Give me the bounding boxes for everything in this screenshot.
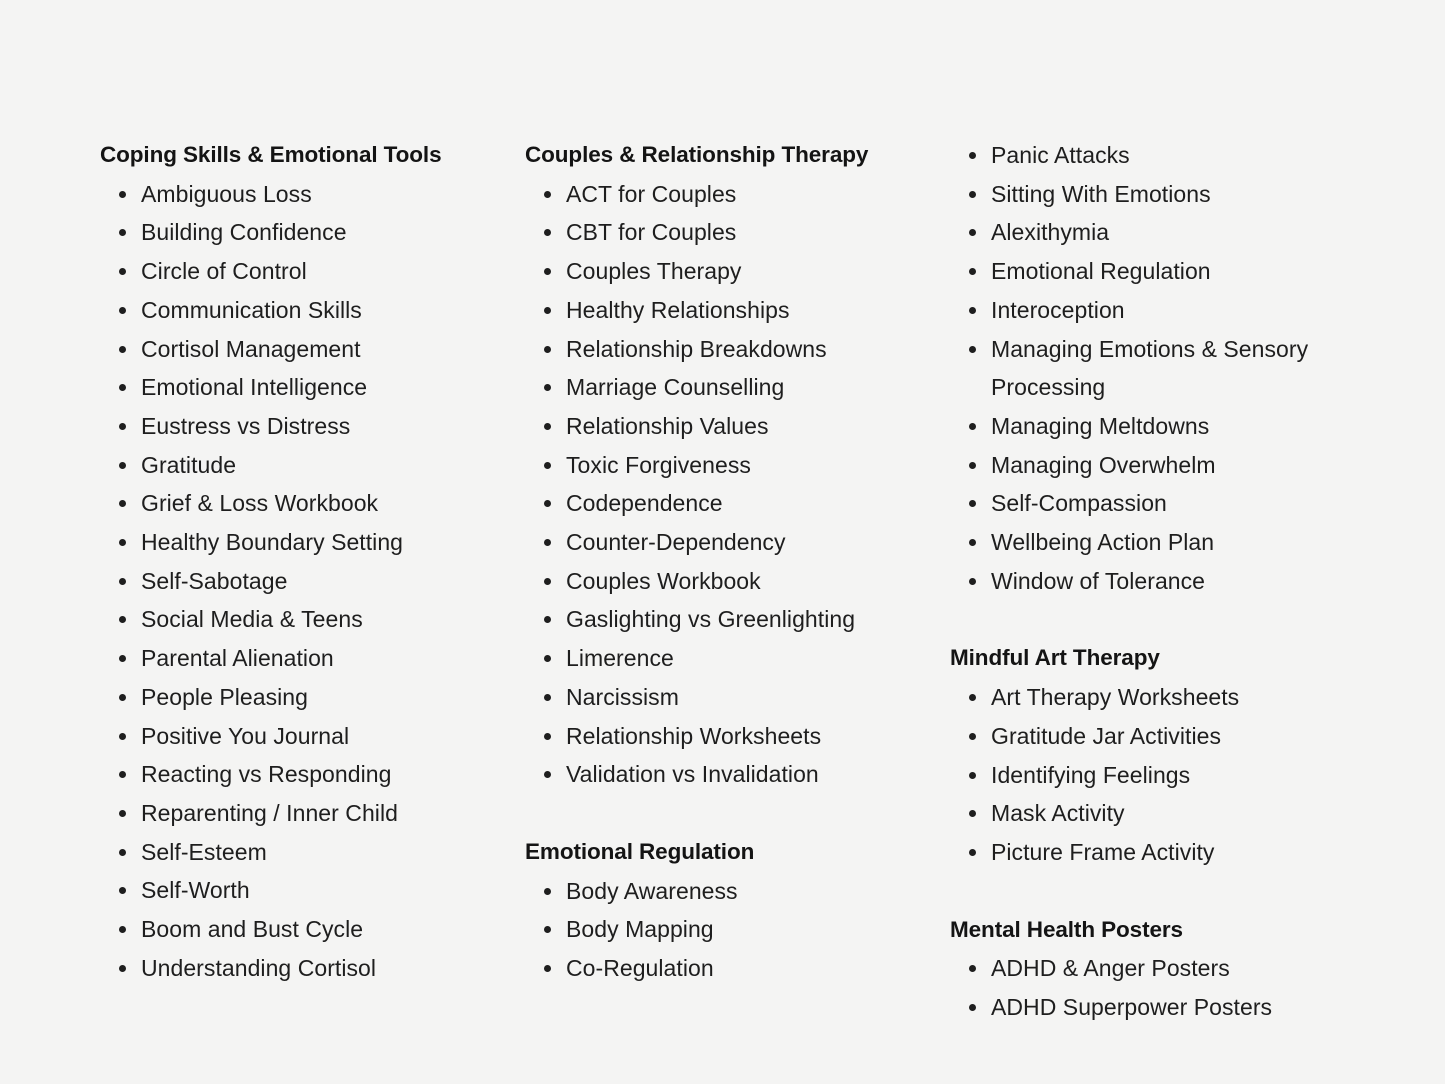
topic-label: Sitting With Emotions [991,180,1211,207]
topic-label: Body Awareness [566,877,738,904]
topic-label: Self-Compassion [991,490,1167,517]
topic-list-item[interactable] [950,291,1370,330]
topic-list [950,136,1370,600]
topic-label: Parental Alienation [141,645,334,672]
topic-column-1 [100,136,500,987]
topic-label: Social Media & Teens [141,606,363,633]
topic-list-item[interactable] [525,872,925,911]
topic-label: Wellbeing Action Plan [991,529,1215,556]
bullet-icon [969,446,978,485]
topic-list-item[interactable] [525,407,925,446]
topic-list-item[interactable] [525,562,925,601]
topic-label: Cortisol Management [141,335,361,362]
topic-label: Identifying Feelings [991,761,1191,788]
bullet-icon [969,291,978,330]
section-heading: Coping Skills & Emotional Tools [100,142,442,167]
topic-list [525,175,925,794]
bullet-icon [119,949,128,988]
topic-list-item[interactable] [525,717,925,756]
bullet-icon [544,330,553,369]
topic-label: Gratitude Jar Activities [991,722,1222,749]
topic-label: Reparenting / Inner Child [141,799,398,826]
bullet-icon [544,639,553,678]
topic-label: Emotional Intelligence [141,374,368,401]
bullet-icon [544,368,553,407]
topic-list-item[interactable] [950,988,1370,1027]
bullet-icon [119,407,128,446]
topic-list-item[interactable] [100,755,500,794]
bullet-icon [119,330,128,369]
topic-list-item[interactable] [950,678,1370,717]
bullet-icon [544,175,553,214]
topic-label: Communication Skills [141,296,362,323]
topic-list-item[interactable] [100,523,500,562]
topic-list-item[interactable] [525,175,925,214]
topic-list-item[interactable] [100,291,500,330]
topic-list-item[interactable] [100,833,500,872]
bullet-icon [544,910,553,949]
topic-label: Managing Emotions & Sensory Processing [991,335,1309,401]
topic-list-item[interactable] [950,446,1370,485]
bullet-icon [969,756,978,795]
topic-section [525,136,925,794]
topic-list-item[interactable] [950,717,1370,756]
topic-label: Codependence [566,490,723,517]
topic-list-item[interactable] [950,213,1370,252]
topic-label: Eustress vs Distress [141,412,351,439]
topic-label: Counter-Dependency [566,529,786,556]
topic-label: Building Confidence [141,219,347,246]
topic-list-item[interactable] [100,368,500,407]
topic-list-item[interactable] [525,910,925,949]
bullet-icon [544,407,553,446]
topic-list-item[interactable] [525,755,925,794]
topic-label: Self-Esteem [141,838,267,865]
bullet-icon [969,330,978,369]
topic-list-item[interactable] [525,291,925,330]
topic-list-item[interactable] [950,949,1370,988]
topic-label: Limerence [566,645,674,672]
topic-label: Mask Activity [991,800,1125,827]
bullet-icon [969,988,978,1027]
topic-list-item[interactable] [525,678,925,717]
bullet-icon [119,175,128,214]
bullet-icon [119,794,128,833]
bullet-icon [544,446,553,485]
topic-column-3 [950,136,1370,1027]
bullet-icon [544,562,553,601]
topic-label: Marriage Counselling [566,374,785,401]
bullet-icon [969,252,978,291]
topic-list-item[interactable] [100,678,500,717]
topic-label: Relationship Breakdowns [566,335,827,362]
topic-list-item[interactable] [100,484,500,523]
bullet-icon [119,600,128,639]
bullet-icon [969,794,978,833]
topic-label: Emotional Regulation [991,258,1211,285]
topic-label: Boom and Bust Cycle [141,916,364,943]
topic-label: Alexithymia [991,219,1110,246]
bullet-icon [544,291,553,330]
topic-list [100,175,500,988]
bullet-icon [119,291,128,330]
topic-list-item[interactable] [950,175,1370,214]
topic-section [525,833,925,988]
topic-column-2 [525,136,925,988]
topic-list-item[interactable] [100,910,500,949]
topic-list [950,678,1370,872]
topic-list-item[interactable] [950,484,1370,523]
topic-list-item[interactable] [525,949,925,988]
topic-list-item[interactable] [100,949,500,988]
topic-label: Self-Sabotage [141,567,288,594]
section-heading: Mental Health Posters [950,916,1183,942]
topic-list-item[interactable] [100,213,500,252]
bullet-icon [969,484,978,523]
bullet-icon [119,717,128,756]
topic-label: Reacting vs Responding [141,761,392,788]
bullet-icon [544,252,553,291]
bullet-icon [544,600,553,639]
topic-label: Healthy Relationships [566,296,790,323]
section-heading: Couples & Relationship Therapy [525,142,869,167]
section-heading: Emotional Regulation [525,838,755,864]
bullet-icon [544,872,553,911]
bullet-icon [544,949,553,988]
topic-label: Managing Meltdowns [991,412,1210,439]
topic-list-item[interactable] [525,368,925,407]
topic-label: ACT for Couples [566,180,737,207]
topic-label: Interoception [991,296,1125,323]
topic-section [100,136,500,987]
bullet-icon [119,446,128,485]
topic-label: ADHD Superpower Posters [991,994,1273,1021]
topic-label: Positive You Journal [141,722,350,749]
topic-list-item[interactable] [950,330,1370,407]
bullet-icon [969,833,978,872]
topic-list-item[interactable] [525,600,925,639]
topic-list-item[interactable] [525,484,925,523]
topic-label: Couples Workbook [566,567,761,594]
bullet-icon [544,755,553,794]
bullet-icon [969,175,978,214]
topic-list-item[interactable] [100,252,500,291]
bullet-icon [119,833,128,872]
topic-label: Relationship Values [566,412,769,439]
bullet-icon [119,484,128,523]
topic-list-item[interactable] [100,600,500,639]
bullet-icon [119,755,128,794]
topic-list-item[interactable] [950,136,1370,175]
topic-list-item[interactable] [100,871,500,910]
topic-list-item[interactable] [100,446,500,485]
bullet-icon [969,717,978,756]
topic-list [950,949,1370,1026]
topic-list-item[interactable] [950,794,1370,833]
topic-label: Healthy Boundary Setting [141,529,404,556]
bullet-icon [119,639,128,678]
topic-list-item[interactable] [100,794,500,833]
bullet-icon [969,407,978,446]
topic-list-item[interactable] [525,330,925,369]
topic-label: Art Therapy Worksheets [991,684,1240,711]
bullet-icon [119,368,128,407]
bullet-icon [544,717,553,756]
topic-list-item[interactable] [525,639,925,678]
topic-list-item[interactable] [950,562,1370,601]
topic-section [950,639,1370,871]
topic-label: Validation vs Invalidation [566,761,819,788]
topic-label: Couples Therapy [566,258,742,285]
topic-label: Body Mapping [566,916,714,943]
bullet-icon [544,678,553,717]
topic-list-item[interactable] [100,175,500,214]
bullet-icon [119,213,128,252]
topic-list-item[interactable] [950,833,1370,872]
topic-label: Panic Attacks [991,142,1130,168]
topic-label: People Pleasing [141,683,308,710]
topic-list-item[interactable] [100,562,500,601]
topic-list-item[interactable] [950,523,1370,562]
topic-label: Circle of Control [141,258,307,285]
bullet-icon [969,136,978,175]
bullet-icon [119,523,128,562]
topic-label: Gaslighting vs Greenlighting [566,606,856,633]
topic-section [950,136,1370,600]
topic-label: Window of Tolerance [991,567,1206,594]
topic-label: Relationship Worksheets [566,722,822,749]
topic-list [525,872,925,988]
topic-list-item[interactable] [950,252,1370,291]
topic-label: Grief & Loss Workbook [141,490,379,517]
bullet-icon [119,910,128,949]
topic-list-item[interactable] [100,407,500,446]
topic-list-item[interactable] [100,330,500,369]
bullet-icon [969,562,978,601]
topic-label: Toxic Forgiveness [566,451,751,478]
topic-label: Co-Regulation [566,955,714,982]
bullet-icon [969,949,978,988]
topic-list-item[interactable] [525,213,925,252]
bullet-icon [119,678,128,717]
topic-label: Gratitude [141,451,237,478]
bullet-icon [119,871,128,910]
topic-list-item[interactable] [525,446,925,485]
topic-label: Picture Frame Activity [991,838,1215,865]
topic-label: Narcissism [566,683,679,710]
topic-list-item[interactable] [100,717,500,756]
topic-label: Managing Overwhelm [991,451,1216,478]
bullet-icon [969,678,978,717]
bullet-icon [969,213,978,252]
topic-label: Self-Worth [141,877,250,904]
bullet-icon [119,562,128,601]
topic-label: ADHD & Anger Posters [991,955,1230,982]
topic-list-item[interactable] [525,252,925,291]
topic-label: CBT for Couples [566,219,737,246]
topic-list-item[interactable] [525,523,925,562]
bullet-icon [544,213,553,252]
bullet-icon [544,523,553,562]
topic-label: Understanding Cortisol [141,954,377,981]
section-heading: Mindful Art Therapy [950,645,1160,671]
bullet-icon [119,252,128,291]
topic-section [950,911,1370,1027]
topic-list-item[interactable] [100,639,500,678]
topic-list-item[interactable] [950,756,1370,795]
bullet-icon [544,484,553,523]
topic-label: Ambiguous Loss [141,180,312,207]
bullet-icon [969,523,978,562]
topic-list-item[interactable] [950,407,1370,446]
